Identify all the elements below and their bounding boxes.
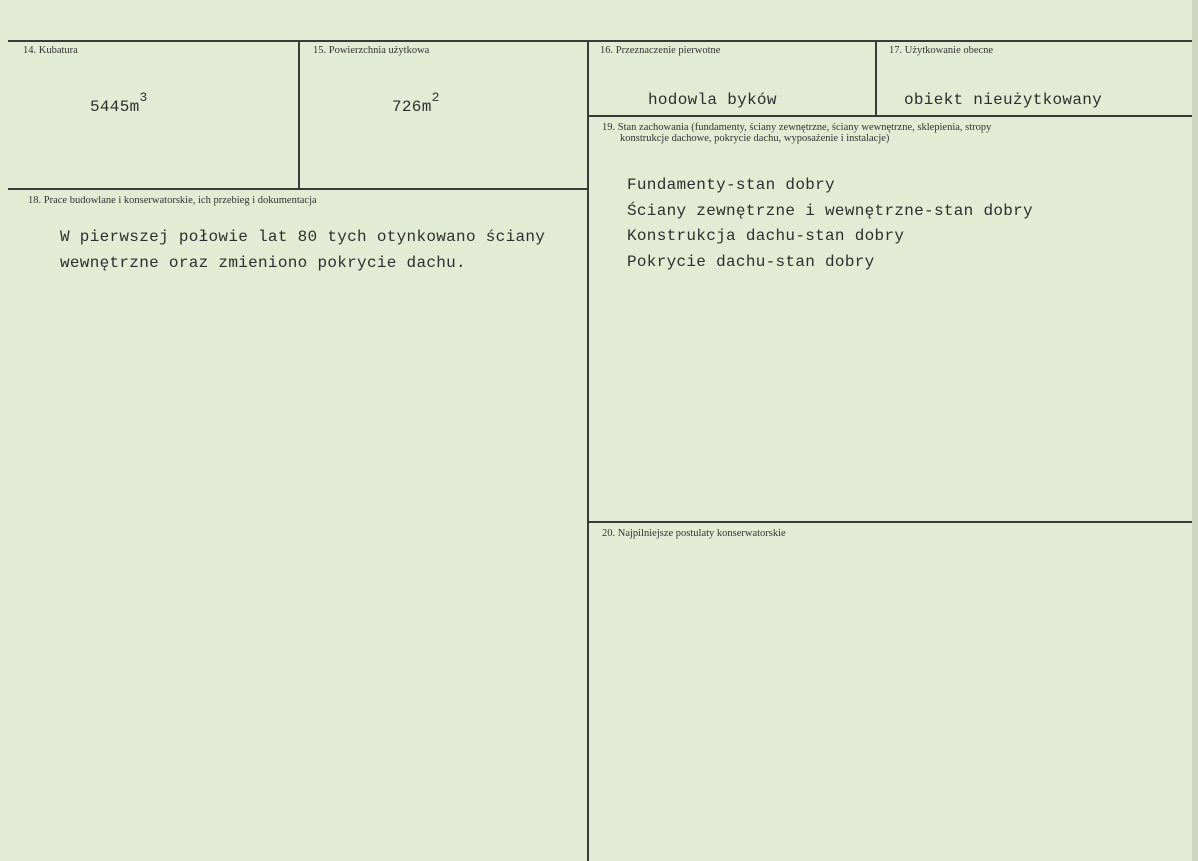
rule-field20 <box>588 521 1192 523</box>
field-20-label: 20. Najpilniejsze postulaty konserwatorskie <box>602 528 786 539</box>
field-17-label: 17. Użytkowanie obecne <box>889 45 994 56</box>
field-15-label: 15. Powierzchnia użytkowa <box>313 45 430 56</box>
divider-16-17 <box>875 42 877 115</box>
field-19-line-2: Ściany zewnętrzne i wewnętrzne-stan dobry <box>627 202 1033 220</box>
field-18-line-2: wewnętrzne oraz zmieniono pokrycie dachu. <box>60 254 466 272</box>
rule-row1-right <box>588 115 1192 117</box>
field-19-label-line1: 19. Stan zachowania (fundamenty, ściany zewnętrzne, ściany wewnętrzne, sklepienia, stropy <box>602 122 992 133</box>
divider-main <box>587 42 589 861</box>
field-14-number: 5445m <box>90 98 140 116</box>
field-19-line-3: Konstrukcja dachu-stan dobry <box>627 227 905 245</box>
rule-row1-left <box>8 188 588 190</box>
divider-14-15 <box>298 42 300 188</box>
field-16-value: hodowla byków <box>648 91 777 109</box>
top-rule <box>8 40 1192 42</box>
field-19-label-line2: konstrukcje dachowe, pokrycie dachu, wyposażenie i instalacje) <box>620 133 890 144</box>
field-19-line-1: Fundamenty-stan dobry <box>627 176 835 194</box>
field-15-number: 726m <box>392 98 432 116</box>
field-19-line-4: Pokrycie dachu-stan dobry <box>627 253 875 271</box>
field-14-value <box>90 90 148 116</box>
field-17-value: obiekt nieużytkowany <box>904 91 1103 109</box>
field-15-value <box>392 90 440 116</box>
card-edge <box>1192 0 1198 861</box>
field-18-label: 18. Prace budowlane i konserwatorskie, ich przebieg i dokumentacja <box>28 195 317 206</box>
field-16-label: 16. Przeznaczenie pierwotne <box>600 45 721 56</box>
field-14-exponent: 3 <box>139 90 148 105</box>
field-15-exponent: 2 <box>431 90 440 105</box>
field-14-label: 14. Kubatura <box>23 45 78 56</box>
field-18-line-1: W pierwszej połowie lat 80 tych otynkowano ściany <box>60 228 546 246</box>
